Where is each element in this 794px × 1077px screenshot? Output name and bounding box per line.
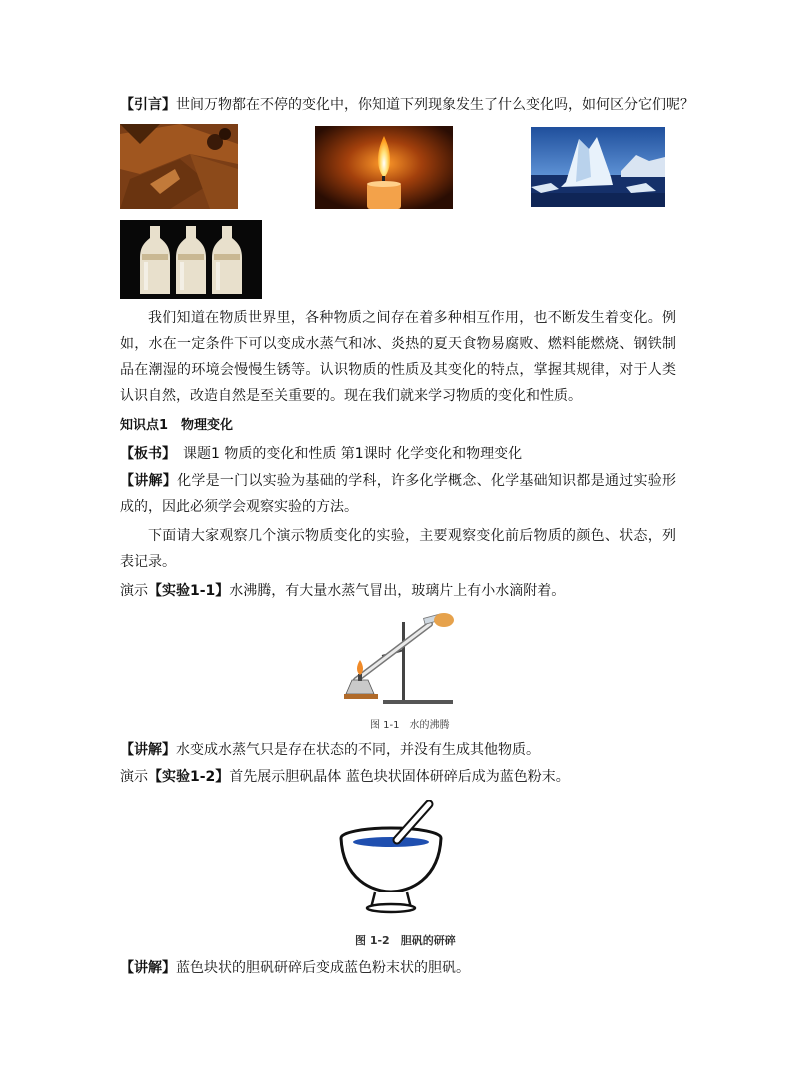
demo-1-tag: 【实验1-1】 — [148, 583, 230, 599]
demo-2-text: 首先展示胆矾晶体 蓝色块状固体研碎后成为蓝色粉末。 — [229, 769, 570, 785]
observe-paragraph: 下面请大家观察几个演示物质变化的实验，主要观察变化前后物质的颜色、状态，列表记录。 — [120, 528, 676, 570]
lecture-2-tag: 【讲解】 — [120, 742, 176, 758]
board-tag: 【板书】 — [120, 446, 169, 462]
candle-image — [315, 126, 453, 209]
lecture-2-line — [120, 740, 540, 760]
demo-1-prefix: 演示 — [120, 583, 148, 599]
demo-2-prefix: 演示 — [120, 769, 148, 785]
board-text: 课题1 物质的变化和性质 第1课时 化学变化和物理变化 — [169, 446, 523, 462]
iceberg-image — [531, 127, 665, 207]
demo-1-text: 水沸腾，有大量水蒸气冒出，玻璃片上有小水滴附着。 — [229, 583, 566, 599]
mortar-pestle-figure — [333, 800, 453, 928]
lecture-1-tag: 【讲解】 — [120, 473, 178, 489]
board-line — [120, 444, 522, 464]
demo-2-line — [120, 767, 570, 787]
lecture-1-text: 化学是一门以实验为基础的学科，许多化学概念、化学基础知识都是通过实验形成的，因此必须学会观察实验的方法。 — [120, 473, 677, 515]
intro-tag: 【引言】 — [120, 97, 176, 113]
boiling-apparatus-figure — [338, 610, 458, 710]
demo-1-line — [120, 581, 565, 601]
intro-paragraph: 我们知道在物质世界里，各种物质之间存在着多种相互作用，也不断发生着变化。例如，水在一定条件下可以变成水蒸气和冰、炎热的夏天食物易腐败、燃料能燃烧、钢铁制品在潮湿的环境会慢慢生锈等。认识物质的性质及其变化的特点，掌握其规律，对于人类认识自然，改造自然是至关重要的。现在我们就来学习物质的变化和性质。 — [120, 310, 676, 404]
rusty-iron-image — [120, 124, 238, 209]
figure-2-caption: 图 1-2 胆矾的研碎 — [355, 934, 456, 947]
lecture-2-text: 水变成水蒸气只是存在状态的不同，并没有生成其他物质。 — [176, 742, 540, 758]
lecture-1 — [120, 468, 676, 520]
knowledge-point-heading: 知识点1 物理变化 — [120, 418, 234, 433]
demo-2-tag: 【实验1-2】 — [148, 769, 230, 785]
figure-1-caption: 图 1-1 水的沸腾 — [370, 720, 450, 731]
lecture-3-line — [120, 958, 470, 978]
intro-text: 世间万物都在不停的变化中，你知道下列现象发生了什么变化吗，如何区分它们呢？ — [176, 97, 694, 113]
intro-line — [120, 95, 694, 115]
lecture-3-tag: 【讲解】 — [120, 960, 176, 976]
milk-bottles-image — [120, 220, 262, 299]
lecture-3-text: 蓝色块状的胆矾研碎后变成蓝色粉末状的胆矾。 — [176, 960, 470, 976]
